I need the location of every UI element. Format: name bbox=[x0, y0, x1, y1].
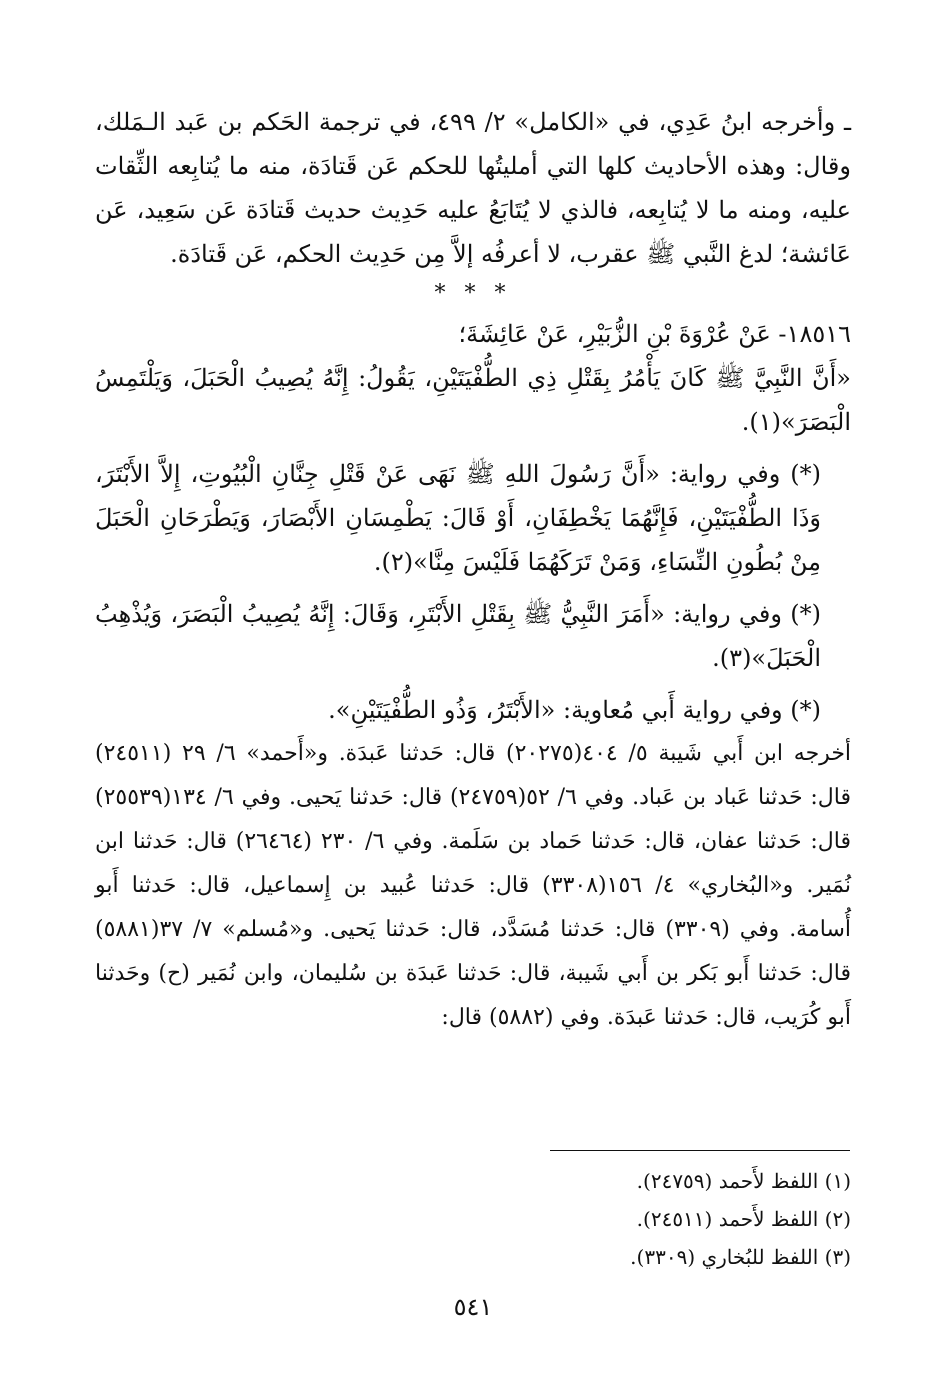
narration-1: (*) وفي رواية: «أَنَّ رَسُولَ اللهِ ﷺ نَهَى عَنْ قَتْلِ جِنَّانِ الْبُيُوتِ، إِلاَّ الأَبْتَرَ، وَذَا الطُّفْيَتَيْنِ، فَإِنَّهُمَا يَخْطِفَانِ، أَوْ قَالَ: يَطْمِسَانِ الأَبْصَارَ، وَيَطْرَحَانِ الْحَبَلَ مِنْ بُطُونِ النِّسَاءِ، وَمَنْ تَرَكَهُمَا فَلَيْسَ مِنَّا»(٢). bbox=[95, 460, 822, 576]
footnote-3: (٣) اللفظ للبُخاري (٣٣٠٩). bbox=[630, 1245, 851, 1269]
takhrij-paragraph: أخرجه ابن أَبي شَيبة ٥/ ٤٠٤(٢٠٢٧٥) قال: حَدثنا عَبدَة. و«أَحمد» ٦/ ٢٩ (٢٤٥١١) قال: حَدثنا عَباد بن عَباد. وفي ٦/ ٥٢(٢٤٧٥٩) قال: حَدثنا يَحيى. وفي ٦/ ١٣٤(٢٥٥٣٩) قال: حَدثنا عفان، قال: حَدثنا حَماد بن سَلَمة. وفي ٦/ ٢٣٠ (٢٦٤٦٤) قال: حَدثنا ابن نُمَير. و«البُخاري» ٤/ ١٥٦(٣٣٠٨) قال: حَدثنا عُبيد بن إِسماعيل، قال: حَدثنا أَبو أُسامة. وفي (٣٣٠٩) قال: حَدثنا مُسَدَّد، قال: حَدثنا يَحيى. و«مُسلم» ٧/ ٣٧(٥٨٨١) قال: حَدثنا أَبو بَكر بن أَبي شَيبة، قال: حَدثنا عَبدَة بن سُليمان، وابن نُمَير (ح) وحَدثنا أَبو كُرَيب، قال: حَدثنا عَبدَة. وفي (٥٨٨٢) قال: bbox=[95, 741, 852, 1030]
hadith-header: ١٨٥١٦- عَنْ عُرْوَةَ بْنِ الزُّبَيْرِ، عَنْ عَائِشَةَ؛ bbox=[458, 320, 851, 348]
footnote-1: (١) اللفظ لأَحمد (٢٤٧٥٩). bbox=[636, 1169, 851, 1193]
footnotes bbox=[95, 1162, 851, 1276]
narration-3: (*) وفي رواية أَبي مُعاوية: «الأَبْتَرُ، وَذُو الطُّفْيَتَيْنِ». bbox=[328, 696, 821, 724]
page-number: ٥٤١ bbox=[453, 1293, 493, 1321]
narration-2: (*) وفي رواية: «أَمَرَ النَّبِيُّ ﷺ بِقَتْلِ الأَبْتَرِ، وَقَالَ: إِنَّهُ يُصِيبُ الْبَصَرَ، وَيُذْهِبُ الْحَبَلَ»(٣). bbox=[95, 600, 821, 672]
footnote-divider bbox=[550, 1150, 850, 1151]
hadith-text: «أَنَّ النَّبِيَّ ﷺ كَانَ يَأْمُرُ بِقَتْلِ ذِي الطُّفْيَتَيْنِ، يَقُولُ: إِنَّهُ يُصِيبُ الْحَبَلَ، وَيَلْتَمِسُ الْبَصَرَ»(١). bbox=[95, 364, 851, 436]
section-separator: * * * bbox=[434, 281, 512, 306]
intro-paragraph: ـ وأخرجه ابنُ عَدِي، في «الكامل» ٢/ ٤٩٩، في ترجمة الحَكم بن عَبد الـمَلك، وقال: وهذه الأحاديث كلها التي أمليتُها للحكم عَن قَتادَة، منه ما يُتابِعه الثِّقات عليه، ومنه ما لا يُتابِعه، فالذي لا يُتَابَعُ عليه حَدِيث حديث قَتادَة عَن سَعِيد، عَن عَائشة؛ لدغ النَّبي ﷺ عقرب، لا أعرفُه إلاَّ مِن حَدِيث الحكم، عَن قَتادَة. bbox=[95, 108, 851, 268]
footnote-2: (٢) اللفظ لأَحمد (٢٤٥١١). bbox=[636, 1207, 851, 1231]
page-body bbox=[95, 100, 851, 1040]
